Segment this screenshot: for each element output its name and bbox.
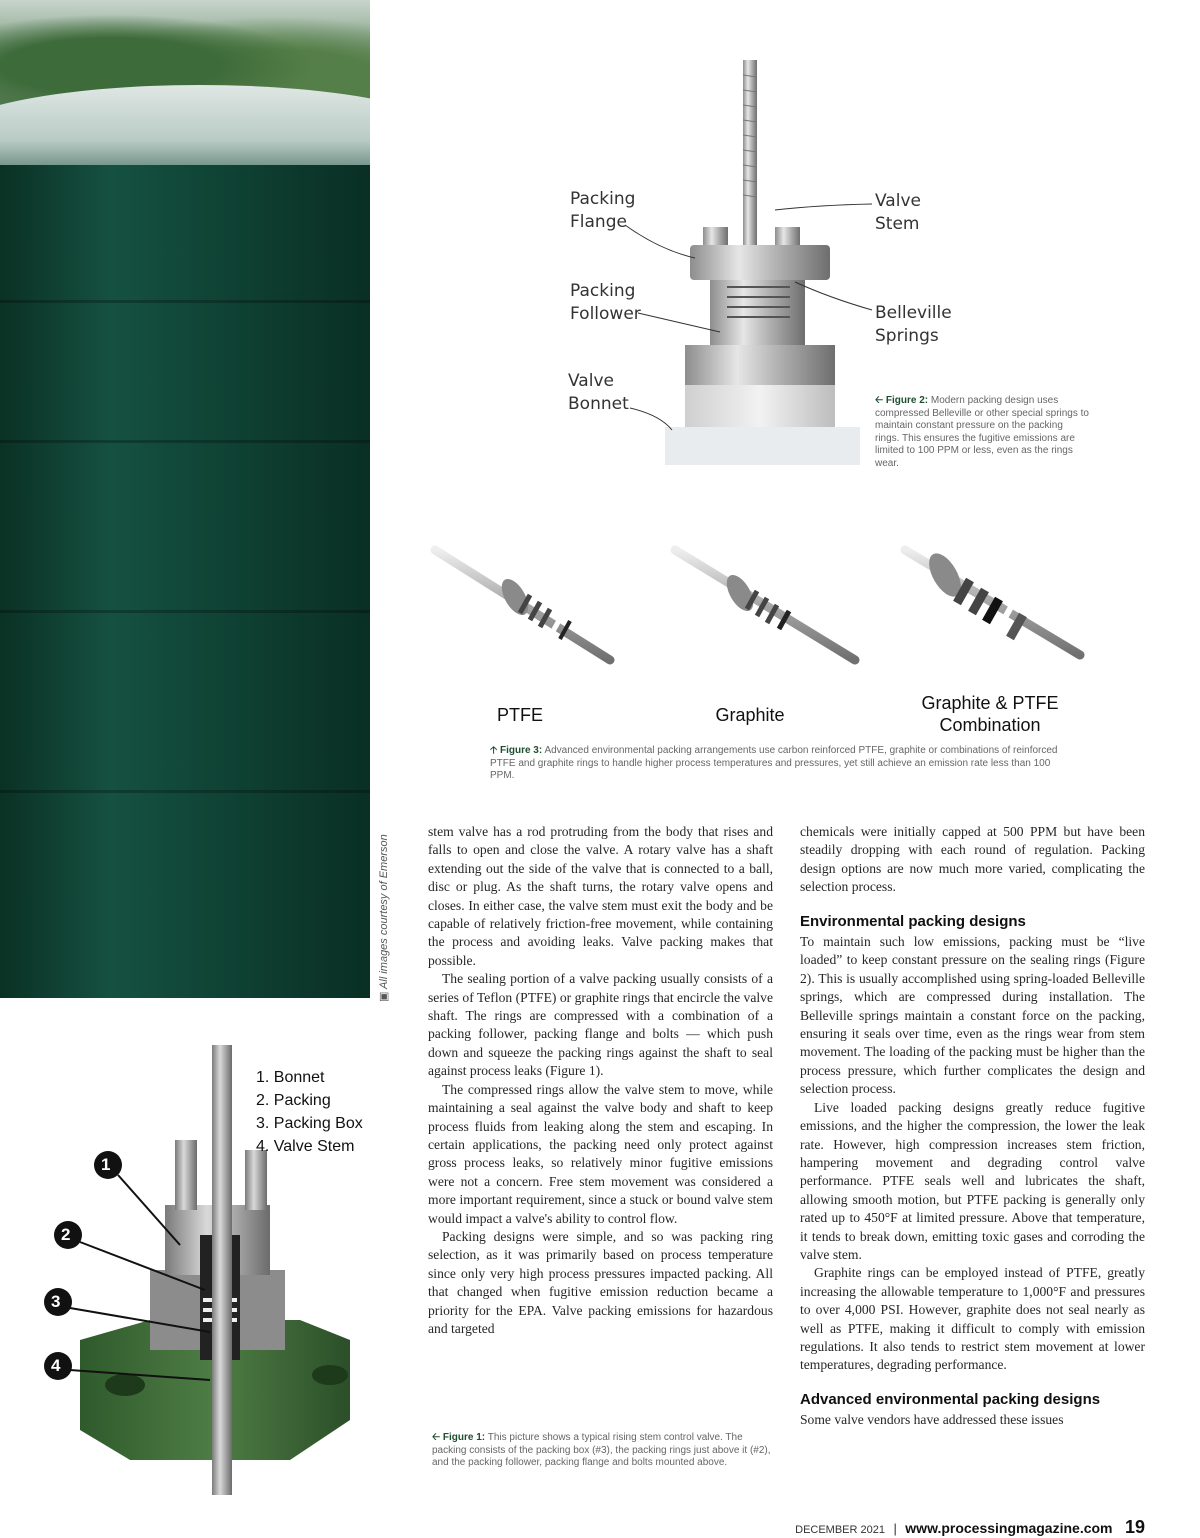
legend-item: 1. Bonnet bbox=[256, 1069, 325, 1086]
product-label-ptfe: PTFE bbox=[496, 705, 543, 725]
graphite-ptfe-packing-image bbox=[905, 548, 1080, 655]
figure-2-leader-lines bbox=[560, 180, 880, 440]
photo-credit-text: All images courtesy of Emerson bbox=[378, 834, 390, 989]
figure-2-caption-text: Modern packing design uses compressed Belleville or other special springs to maintain constant pressure on the packing rings. This ensures the fugitive emissions are limited to 100 PPM or less, even as the rings wear. bbox=[875, 395, 1089, 469]
figure-3-products bbox=[420, 535, 1100, 685]
panel-seam bbox=[0, 790, 370, 793]
section-heading: Environmental packing designs bbox=[800, 912, 1026, 930]
figure-1-legend bbox=[256, 1066, 363, 1158]
cover-photo bbox=[0, 0, 370, 998]
paragraph: Live loaded packing designs greatly reduce fugitive emissions, and the higher the compression, the lower the leak rate. However, high compression increases stem friction, hampering movement and degrading control valve performance. PTFE seals well and lubricates the shaft, allowing smooth motion, but PTFE packing is generally only rated up to 450°F at limited pressure. Above that temperature, it tends to break down, emitting toxic gases and corroding the valve stem. bbox=[800, 1099, 1145, 1262]
photo-credit bbox=[365, 832, 405, 1002]
product-label-graphite: Graphite bbox=[715, 705, 785, 725]
legend-item: 2. Packing bbox=[256, 1092, 331, 1109]
figure-1-caption-label: Figure 1: bbox=[442, 1432, 486, 1443]
arrow-left-icon: 🡠 bbox=[875, 395, 884, 406]
figure-1-caption bbox=[432, 1432, 772, 1470]
figure-3-caption-text: Advanced environmental packing arrangements use carbon reinforced PTFE, graphite or combinations of reinforced PTFE and graphite rings to handle higher process temperatures and pressures, yet still achieve an emission rate less than 100 PPM. bbox=[490, 745, 1058, 781]
website-link[interactable]: www.processingmagazine.com bbox=[905, 1520, 1113, 1536]
label-valve-stem: Valve Stem bbox=[875, 191, 921, 234]
page-number: 19 bbox=[1124, 1517, 1145, 1537]
arrow-up-icon: 🡡 bbox=[490, 745, 498, 756]
footer-separator: | bbox=[893, 1521, 897, 1536]
article-column-2 bbox=[800, 823, 1145, 1430]
arrow-left-icon: 🡠 bbox=[432, 1432, 441, 1443]
callout-4: 4 bbox=[51, 1356, 61, 1375]
legend-item: 4. Valve Stem bbox=[256, 1138, 355, 1155]
figure-3-caption bbox=[490, 745, 1075, 783]
figure-1 bbox=[0, 1040, 400, 1495]
label-valve-bonnet: Valve Bonnet bbox=[568, 371, 629, 414]
paragraph: stem valve has a rod protruding from the body that rises and falls to open and close the valve. A rotary valve has a shaft extending out the side of the valve that is connected to a ball, disc or plug. As the shaft turns, the rotary valve opens and closes. In either case, the valve stem must exit the body and be capable of relatively friction-free movement, while containing the process and avoiding leaks. Valve packing makes that possible. bbox=[428, 824, 773, 968]
paragraph: Packing designs were simple, and so was packing ring selection, as it was primarily based on process temperature since only very high process pressures impacted packing. All that changed when fugitive emission reduction became a priority for the EPA. Valve packing emissions for hazardous and targeted bbox=[428, 1228, 773, 1336]
figure-2-caption bbox=[875, 395, 1090, 470]
legend-item: 3. Packing Box bbox=[256, 1115, 363, 1132]
panel-seam bbox=[0, 440, 370, 443]
tank-body bbox=[0, 165, 370, 998]
section-heading: Advanced environmental packing designs bbox=[800, 1390, 1101, 1408]
paragraph: chemicals were initially capped at 500 PPM but have been steadily dropping with each round of regulation. Packing design options are now much more varied, complicating the selection process. bbox=[800, 824, 1145, 895]
paragraph: The compressed rings allow the valve stem to move, while maintaining a seal against the valve body and shaft to keep process fluids from leaking along the stem and escaping. In certain applications, the packing need only protect against gross process leaks, so relatively minor fugitive emissions were not a concern. Free stem movement was considered a more important requirement, since a stuck or bound valve stem would impact a valve's ability to control flow. bbox=[428, 1081, 773, 1226]
figure-1-caption-text: This picture shows a typical rising stem control valve. The packing consists of the packing box (#3), the packing rings just above it (#2), and the packing follower, packing flange and bolts mounted above. bbox=[432, 1432, 771, 1468]
panel-seam bbox=[0, 610, 370, 613]
callout-1: 1 bbox=[101, 1155, 111, 1174]
camera-icon: ▣ bbox=[378, 991, 390, 1002]
panel-seam bbox=[0, 300, 370, 303]
figure-3-caption-label: Figure 3: bbox=[499, 745, 543, 756]
label-packing-flange: Packing Flange bbox=[570, 189, 636, 232]
callout-2: 2 bbox=[61, 1225, 71, 1244]
paragraph: Graphite rings can be employed instead of PTFE, greatly increasing the allowable temperature to 1,000°F and pressures to over 4,000 PSI. However, graphite does not seal nearly as well as PTFE, making it difficult to comply with emission regulations. It also tends to restrict stem movement at lower temperatures, degrading performance. bbox=[800, 1265, 1145, 1373]
issue-date: DECEMBER 2021 bbox=[795, 1524, 885, 1536]
label-packing-follower: Packing Follower bbox=[570, 281, 641, 324]
paragraph: To maintain such low emissions, packing must be “live loaded” to keep constant pressure on the sealing rings (Figure 2). This is usually accomplished using spring-loaded Belleville springs, which are compressed during installation. The Belleville springs maintain a constant force on the packing, ensuring it seals over time, even as the rings wear from stem movement. The loading of the packing must be higher than the process pressure, which further complicates the design and selection process. bbox=[800, 934, 1145, 1097]
ptfe-packing-image bbox=[435, 550, 610, 660]
paragraph: The sealing portion of a valve packing usually consists of a series of Teflon (PTFE) or graphite rings that encircle the valve shaft. The rings are compressed with a combination of a packing follower, packing flange and bolts — which push down and squeeze the packing rings against the shaft to seal against process leaks (Figure 1). bbox=[428, 971, 773, 1079]
figure-2-caption-label: Figure 2: bbox=[885, 395, 929, 406]
article-column-1 bbox=[428, 823, 773, 1338]
product-label-graphite-ptfe: Graphite & PTFE Combination bbox=[921, 693, 1059, 735]
callout-3: 3 bbox=[51, 1292, 61, 1311]
label-belleville-springs: Belleville Springs bbox=[875, 303, 952, 346]
paragraph: Some valve vendors have addressed these issues bbox=[800, 1412, 1064, 1428]
graphite-packing-image bbox=[675, 550, 855, 660]
